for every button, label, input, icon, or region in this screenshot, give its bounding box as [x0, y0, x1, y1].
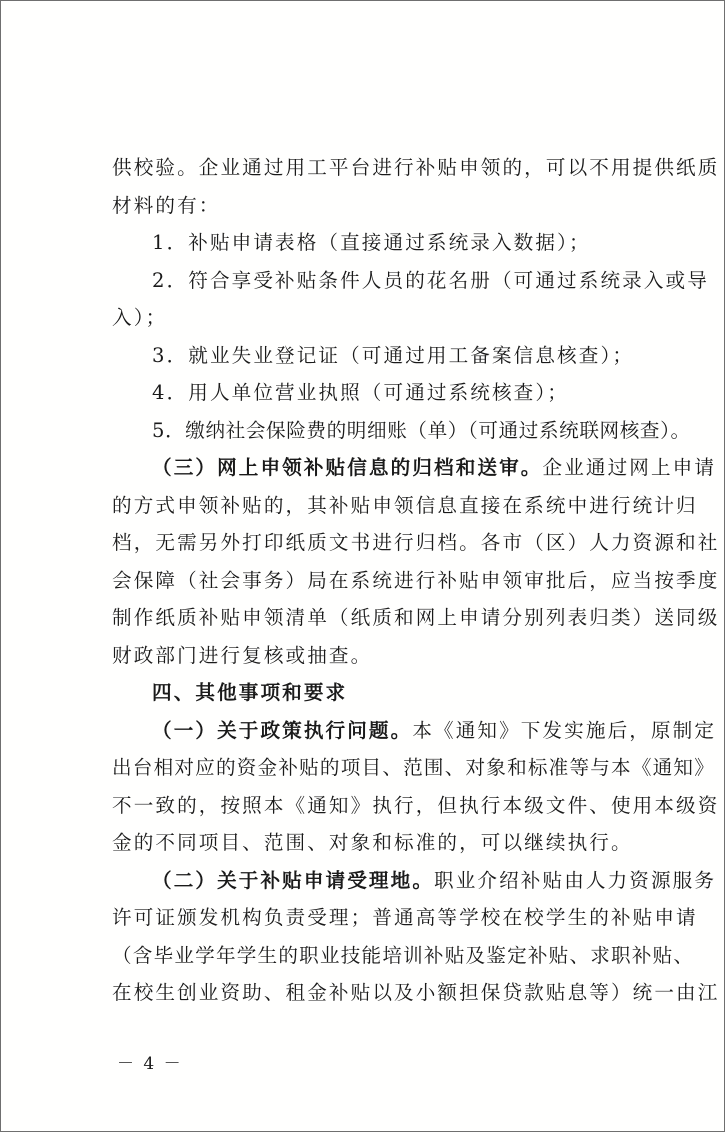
paragraph-line: 不一致的，按照本《通知》执行，但执行本级文件、使用本级资 — [112, 793, 720, 817]
paragraph-line: 财政部门进行复核或抽查。 — [112, 643, 373, 667]
page-number: － 4 － — [117, 1054, 183, 1074]
body-text — [112, 149, 720, 1012]
paragraph-text: 本《通知》下发实施后，原制定 — [412, 718, 717, 742]
section-heading: （一）关于政策执行问题。 — [152, 718, 413, 742]
paragraph-line: 入）； — [112, 306, 168, 329]
paragraph-line: 会保障（社会事务）局在系统进行补贴申领审批后，应当按季度 — [112, 568, 720, 592]
list-item: 1．补贴申请表格（直接通过系统录入数据）； — [152, 231, 591, 254]
paragraph-line: 材料的有： — [112, 193, 221, 217]
paragraph-line: 金的不同项目、范围、对象和标准的，可以继续执行。 — [112, 831, 633, 854]
paragraph-line: 的方式申领补贴的，其补贴申领信息直接在系统中进行统计归 — [112, 493, 698, 517]
list-item: 3．就业失业登记证（可通过用工备案信息核查）； — [152, 343, 635, 367]
paragraph-text: 企业通过网上申请 — [542, 456, 717, 479]
section-heading-line — [112, 449, 717, 487]
list-item: 4．用人单位营业执照（可通过系统核查）； — [152, 381, 569, 404]
paragraph-line: 制作纸质补贴申领清单（纸质和网上申请分别列表归类）送同级 — [112, 606, 720, 629]
section-heading: （三）网上申领补贴信息的归档和送审。 — [152, 456, 543, 479]
list-item: 2．符合享受补贴条件人员的花名册（可通过系统录入或导 — [152, 268, 709, 292]
paragraph-line: 出台相对应的资金补贴的项目、范围、对象和标准等与本《通知》 — [112, 756, 716, 779]
paragraph-line: 档，无需另外打印纸质文书进行归档。各市（区）人力资源和社 — [112, 531, 720, 554]
paragraph-line: 许可证颁发机构负责受理；普通高等学校在校学生的补贴申请 — [112, 906, 698, 929]
paragraph-line: 在校生创业资助、租金补贴以及小额担保贷款贴息等）统一由江 — [112, 981, 720, 1004]
paragraph-line: （含毕业学年学生的职业技能培训补贴及鉴定补贴、求职补贴、 — [112, 943, 695, 967]
paragraph-line: 供校验。企业通过用工平台进行补贴申领的，可以不用提供纸质 — [112, 156, 720, 179]
paragraph-text: 职业介绍补贴由人力资源服务 — [434, 868, 717, 892]
section-heading-line — [112, 712, 717, 750]
list-item: 5．缴纳社会保险费的明细账（单）（可通过系统联网核查）。 — [152, 418, 691, 442]
chapter-heading: 四、其他事项和要求 — [152, 681, 348, 704]
section-heading-line — [112, 862, 717, 900]
section-heading: （二）关于补贴申请受理地。 — [152, 868, 435, 892]
